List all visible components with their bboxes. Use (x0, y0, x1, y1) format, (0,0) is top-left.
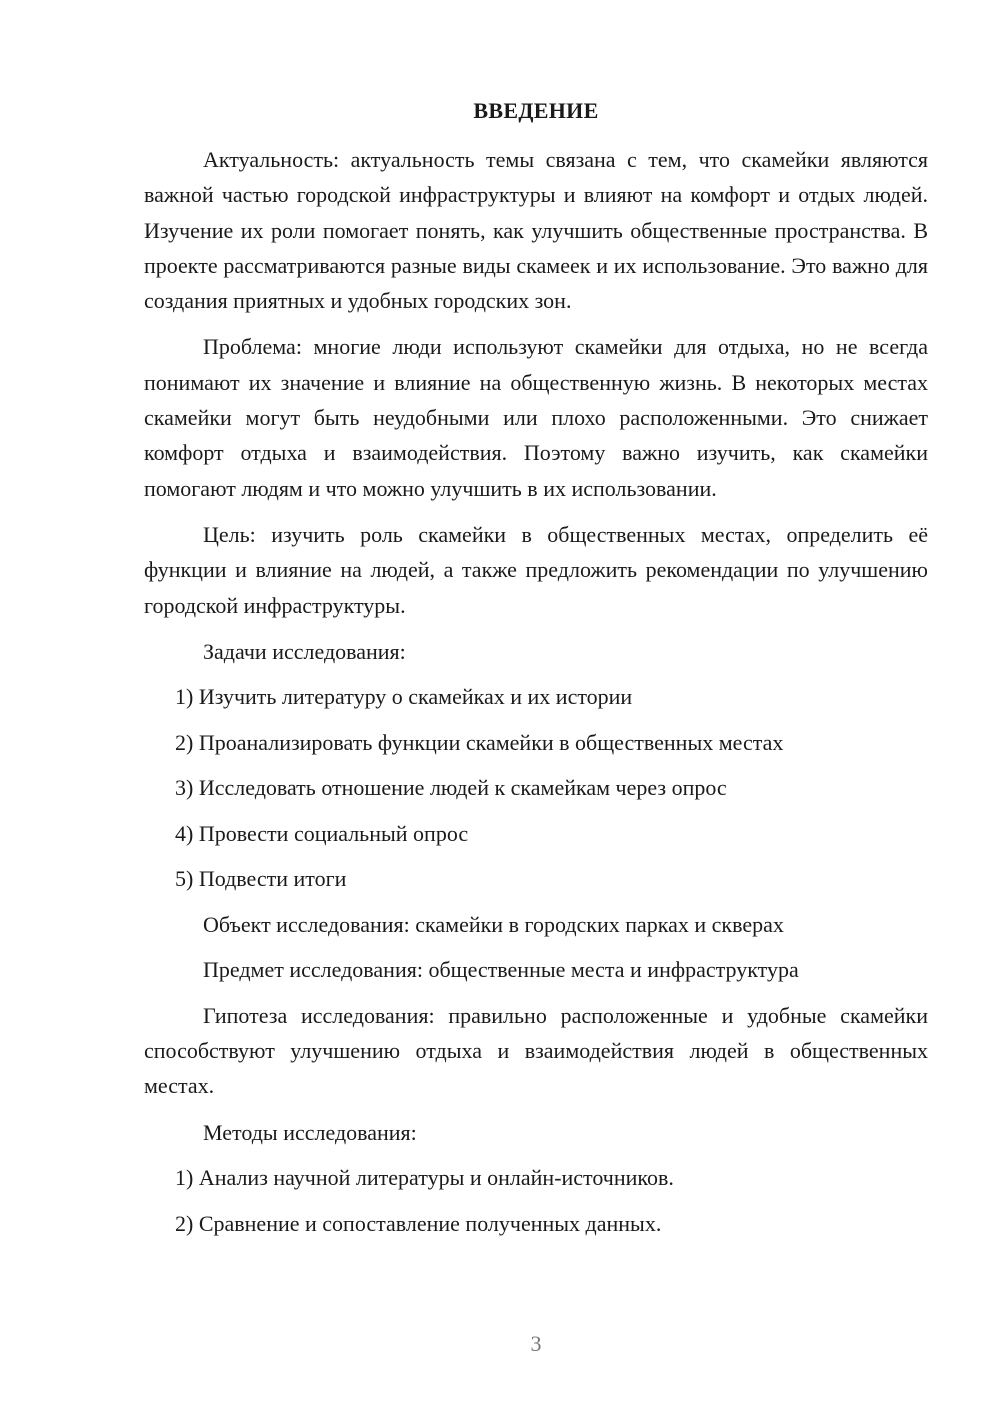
task-item: 4) Провести социальный опрос (175, 820, 469, 846)
method-item: 2) Сравнение и сопоставление полученных данных. (175, 1210, 662, 1236)
relevance-paragraph: Актуальность: актуальность темы связана с тем, что скамейки являются важной частью городской инфраструктуры и влияют на комфорт и отдых людей. Изучение их роли помогает понять, как улучшить общественные пространства. В проекте рассматриваются разные виды скамеек и их использование. Это важно для создания приятных и удобных городских зон. (144, 147, 928, 314)
tasks-list (144, 679, 928, 896)
page-number: 3 (530, 1331, 542, 1356)
task-item: 1) Изучить литературу о скамейках и их истории (175, 684, 633, 710)
page-title: ВВЕДЕНИЕ (473, 98, 599, 123)
tasks-heading: Задачи исследования: (203, 638, 406, 664)
research-subject: Предмет исследования: общественные места и инфраструктура (203, 957, 799, 983)
methods-heading: Методы исследования: (203, 1119, 417, 1145)
page-content (144, 142, 928, 1251)
hypothesis-paragraph: Гипотеза исследования: правильно расположенные и удобные скамейки способствуют улучшению отдыха и взаимодействия людей в общественных местах. (144, 1002, 928, 1099)
research-object: Объект исследования: скамейки в городских парках и скверах (203, 911, 784, 937)
task-item: 2) Проанализировать функции скамейки в общественных местах (175, 729, 784, 755)
task-item: 5) Подвести итоги (175, 866, 347, 892)
goal-paragraph: Цель: изучить роль скамейки в общественных местах, определить её функции и влияние на людей, а также предложить рекомендации по улучшению городской инфраструктуры. (144, 521, 928, 618)
task-item: 3) Исследовать отношение людей к скамейкам через опрос (175, 775, 727, 801)
methods-list (144, 1160, 928, 1241)
method-item: 1) Анализ научной литературы и онлайн-источников. (175, 1165, 674, 1191)
problem-paragraph: Проблема: многие люди используют скамейки для отдыха, но не всегда понимают их значение и влияние на общественную жизнь. В некоторых местах скамейки могут быть неудобными или плохо расположенными. Это снижает комфорт отдыха и взаимодействия. Поэтому важно изучить, как скамейки помогают людям и что можно улучшить в их использовании. (144, 334, 928, 501)
